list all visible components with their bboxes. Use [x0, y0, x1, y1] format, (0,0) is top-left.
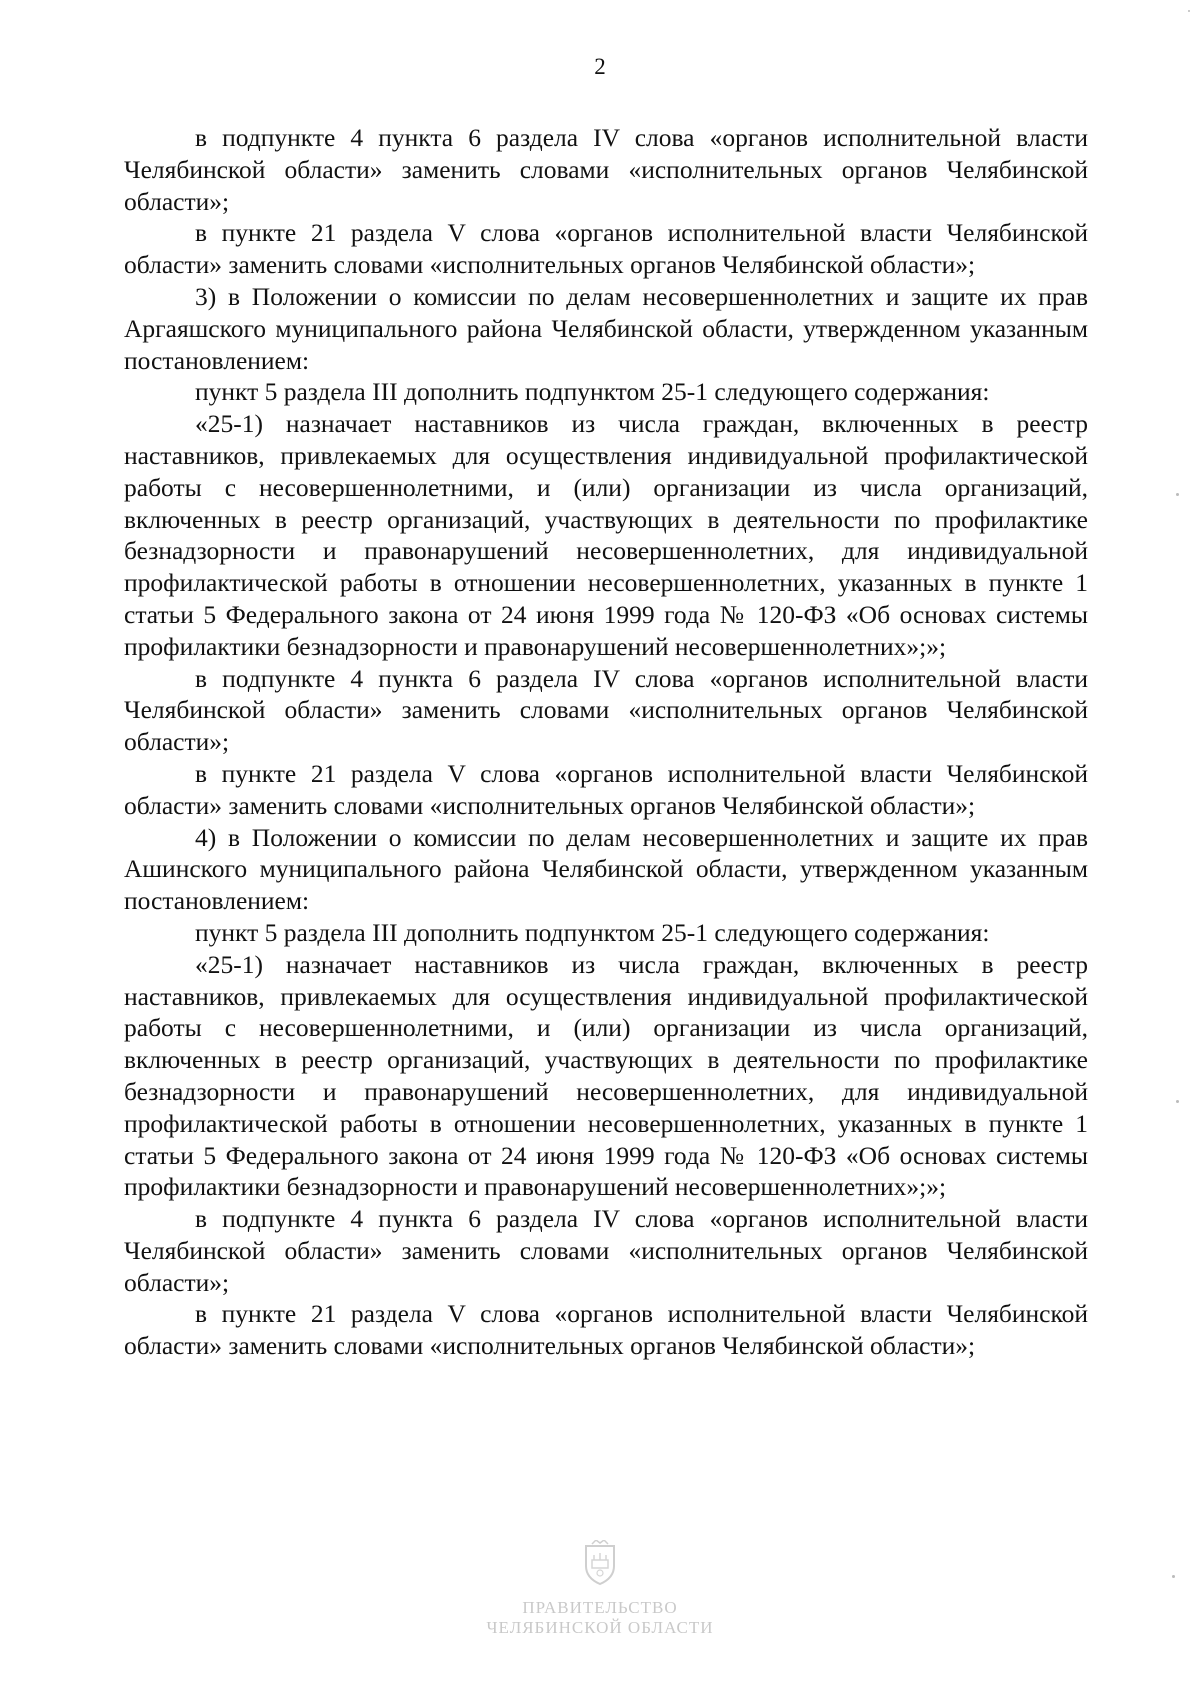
- paragraph: пункт 5 раздела III дополнить подпунктом 25-1 следующего содержания:: [195, 377, 990, 407]
- watermark-line-1: ПРАВИТЕЛЬСТВО: [522, 1598, 678, 1617]
- paragraph: в подпункте 4 пункта 6 раздела IV слова «органов исполнительной власти Челябинской области» заменить словами «исполнительных органов Челябинской области»;: [124, 123, 1088, 216]
- paragraph: «25-1) назначает наставников из числа граждан, включенных в реестр наставников, привлекаемых для осуществления индивидуальной профилактической работы с несовершеннолетними, и (или) организации из числа организаций, включенных в реестр организаций, участвующих в деятельности по профилактике безнадзорности и правонарушений несовершеннолетних, для индивидуальной профилактической работы в отношении несовершеннолетних, указанных в пункте 1 статьи 5 Федерального закона от 24 июня 1999 года № 120-ФЗ «Об основах системы профилактики безнадзорности и правонарушений несовершеннолетних»;»;: [124, 949, 1088, 1202]
- paragraph: пункт 5 раздела III дополнить подпунктом 25-1 следующего содержания:: [195, 917, 990, 947]
- paragraph: 4) в Положении о комиссии по делам несовершеннолетних и защите их прав Ашинского муниципального района Челябинской области, утвержденном указанным постановлением:: [124, 822, 1088, 916]
- watermark-line-2: ЧЕЛЯБИНСКОЙ ОБЛАСТИ: [486, 1618, 714, 1637]
- paragraph: в пункте 21 раздела V слова «органов исполнительной власти Челябинской области» заменить словами «исполнительных органов Челябинской области»;: [124, 218, 1088, 280]
- paragraph: в подпункте 4 пункта 6 раздела IV слова «органов исполнительной власти Челябинской области» заменить словами «исполнительных органов Челябинской области»;: [124, 1204, 1088, 1297]
- scan-speck: [1188, 10, 1190, 12]
- scan-speck: [1176, 1100, 1179, 1103]
- paragraph: 3) в Положении о комиссии по делам несовершеннолетних и защите их прав Аргаяшского муниципального района Челябинской области, утвержденном указанным постановлением:: [124, 281, 1088, 375]
- watermark: [0, 1540, 1200, 1638]
- paragraph: в пункте 21 раздела V слова «органов исполнительной власти Челябинской области» заменить словами «исполнительных органов Челябинской области»;: [124, 758, 1088, 820]
- paragraph: в подпункте 4 пункта 6 раздела IV слова «органов исполнительной власти Челябинской области» заменить словами «исполнительных органов Челябинской области»;: [124, 663, 1088, 757]
- scan-speck: [1176, 493, 1179, 496]
- paragraph: «25-1) назначает наставников из числа граждан, включенных в реестр наставников, привлекаемых для осуществления индивидуальной профилактической работы с несовершеннолетними, и (или) организации из числа организаций, включенных в реестр организаций, участвующих в деятельности по профилактике безнадзорности и правонарушений несовершеннолетних, для индивидуальной профилактической работы в отношении несовершеннолетних, указанных в пункте 1 статьи 5 Федерального закона от 24 июня 1999 года № 120-ФЗ «Об основах системы профилактики безнадзорности и правонарушений несовершеннолетних»;»;: [124, 409, 1088, 661]
- paragraph: в пункте 21 раздела V слова «органов исполнительной власти Челябинской области» заменить словами «исполнительных органов Челябинской области»;: [124, 1299, 1088, 1361]
- coat-of-arms-icon: [580, 1540, 620, 1586]
- scan-speck: [1172, 1575, 1175, 1578]
- document-body: [124, 122, 1088, 1362]
- page-number: 2: [594, 54, 606, 79]
